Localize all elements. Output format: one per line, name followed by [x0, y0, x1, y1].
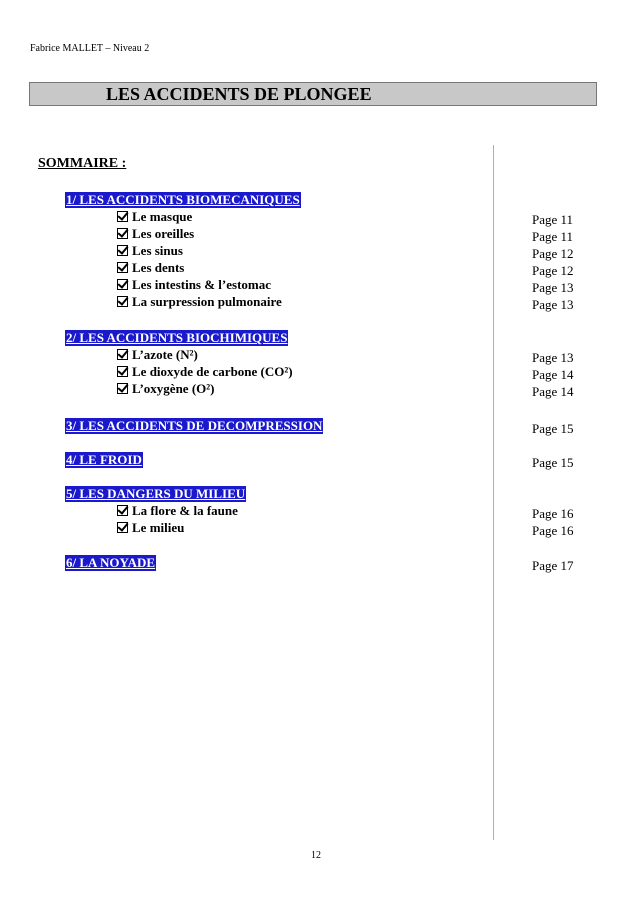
toc-item-label: La flore & la faune	[132, 503, 238, 518]
toc-item-label: L’oxygène (O²)	[132, 381, 215, 396]
section-title[interactable]: 3/ LES ACCIDENTS DE DECOMPRESSION	[66, 418, 323, 433]
toc-item-page-ref: Page 11	[532, 229, 574, 244]
toc-item	[117, 347, 198, 363]
document-title: LES ACCIDENTS DE PLONGEE	[106, 84, 372, 104]
section-title[interactable]: 2/ LES ACCIDENTS BIOCHIMIQUES	[66, 330, 288, 345]
toc-item-page-ref: Page 11	[532, 212, 574, 227]
checkbox-checked-icon	[117, 211, 128, 222]
toc-item-label: Les sinus	[132, 243, 183, 258]
toc-item-label: Les oreilles	[132, 226, 195, 241]
header-note: Fabrice MALLET – Niveau 2	[30, 43, 150, 54]
toc-item-label: La surpression pulmonaire	[132, 294, 282, 309]
checkbox-checked-icon	[117, 279, 128, 290]
toc-item	[117, 260, 184, 276]
title-bar	[29, 82, 597, 106]
toc-item-page-ref: Page 16	[532, 523, 574, 538]
section-page-ref: Page 15	[532, 421, 574, 436]
checkbox-checked-icon	[117, 245, 128, 256]
sommaire-heading: SOMMAIRE :	[38, 156, 127, 171]
section-title[interactable]: 6/ LA NOYADE	[66, 555, 156, 570]
toc-item-page-ref: Page 13	[532, 280, 574, 295]
checkbox-checked-icon	[117, 296, 128, 307]
checkbox-checked-icon	[117, 228, 128, 239]
toc-item	[117, 503, 238, 519]
checkbox-checked-icon	[117, 262, 128, 273]
toc-item	[117, 520, 184, 536]
section-page-ref: Page 15	[532, 455, 574, 470]
toc-item-page-ref: Page 16	[532, 506, 574, 521]
toc-item	[117, 209, 192, 225]
checkbox-checked-icon	[117, 366, 128, 377]
toc-item-label: Les intestins & l’estomac	[132, 277, 272, 292]
toc-item	[117, 277, 271, 293]
toc-item-page-ref: Page 12	[532, 263, 574, 278]
toc-item-page-ref: Page 13	[532, 350, 574, 365]
toc-item-label: L’azote (N²)	[132, 347, 198, 362]
toc-item	[117, 243, 183, 259]
checkbox-checked-icon	[117, 505, 128, 516]
toc-item	[117, 226, 194, 242]
checkbox-checked-icon	[117, 349, 128, 360]
toc-item-label: Le masque	[132, 209, 193, 224]
checkbox-checked-icon	[117, 522, 128, 533]
section-title[interactable]: 5/ LES DANGERS DU MILIEU	[66, 486, 246, 501]
section-title[interactable]: 4/ LE FROID	[66, 452, 142, 467]
checkbox-checked-icon	[117, 383, 128, 394]
page-column-divider	[493, 145, 494, 840]
toc-item	[117, 294, 282, 310]
toc-item	[117, 364, 293, 380]
toc-item-page-ref: Page 14	[532, 384, 574, 399]
toc-item-page-ref: Page 13	[532, 297, 574, 312]
toc-item-label: Les dents	[132, 260, 185, 275]
page-number: 12	[311, 850, 321, 861]
toc-item	[117, 381, 215, 397]
toc-item-label: Le dioxyde de carbone (CO²)	[132, 364, 293, 379]
section-page-ref: Page 17	[532, 558, 574, 573]
toc-item-page-ref: Page 12	[532, 246, 574, 261]
section-title[interactable]: 1/ LES ACCIDENTS BIOMECANIQUES	[66, 192, 300, 207]
toc-item-label: Le milieu	[132, 520, 185, 535]
toc-item-page-ref: Page 14	[532, 367, 574, 382]
